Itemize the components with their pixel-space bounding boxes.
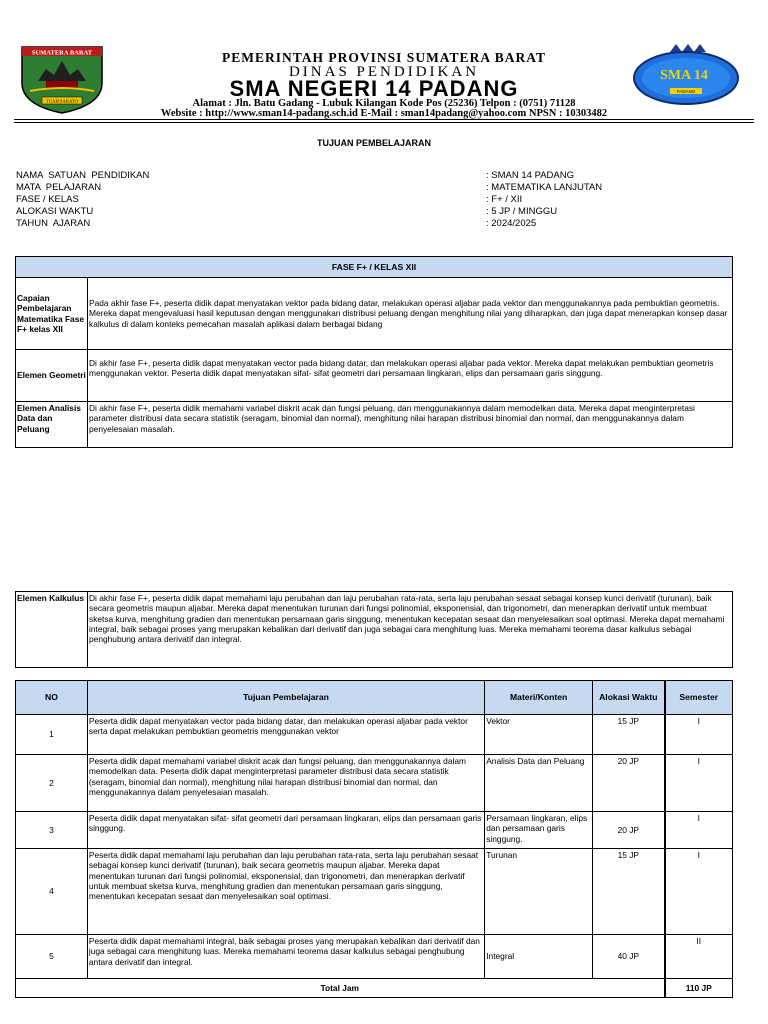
sma-14-logo-icon bbox=[630, 42, 742, 108]
row-material: Vektor bbox=[485, 715, 593, 755]
table-row bbox=[16, 849, 733, 935]
header-divider-thin bbox=[14, 122, 754, 123]
row-semester: I bbox=[665, 755, 733, 812]
column-header-semester: Semester bbox=[665, 681, 733, 715]
row-number: 2 bbox=[16, 755, 88, 812]
identity-value: : 5 JP / MINGGU bbox=[486, 206, 558, 217]
identity-label: NAMA SATUAN PENDIDIKAN bbox=[16, 170, 150, 181]
identity-label: TAHUN AJARAN bbox=[16, 218, 91, 229]
identity-label: MATA PELAJARAN bbox=[16, 182, 102, 193]
phase-header: FASE F+ / KELAS XII bbox=[16, 257, 733, 278]
row-objective: Peserta didik dapat menyatakan vector pada bidang datar, dan melakukan operasi aljabar pada vektor serta dapat melakukan pembuktian geometris menggunakan vektor bbox=[87, 715, 484, 755]
row-time-allocation: 15 JP bbox=[593, 715, 665, 755]
identity-value: : MATEMATIKA LANJUTAN bbox=[486, 182, 603, 193]
row-time-allocation: 20 JP bbox=[593, 812, 665, 849]
government-name: PEMERINTAH PROVINSI SUMATERA BARAT bbox=[222, 50, 546, 65]
table-row bbox=[16, 935, 733, 979]
row-semester: I bbox=[665, 849, 733, 935]
column-header-tujuan: Tujuan Pembelajaran bbox=[87, 681, 484, 715]
department-name: DINAS PENDIDIKAN bbox=[288, 64, 480, 80]
svg-text:SUMATERA BARAT: SUMATERA BARAT bbox=[31, 49, 93, 57]
element-description: Di akhir fase F+, peserta didik dapat memahami laju perubahan dan laju perubahan rata-rata, serta laju perubahan sesaat sebagai konsep kunci derivatif (turunan), baik secara geometris maupun aljabar. Mereka dapat menentukan turunan dari fungsi polinomial, eksponensial, dan trigonometri, dan menerapkan derivatif untuk membuat sketsa kurva, menghitung gradien dan menentukan persamaan garis singgung, menentukan kecepatan sesaat dan menyelesaikan soal optimasi. Mereka dapat memahami integral, baik sebagai proses yang merupakan kebalikan dari derivatif dan juga sebagai cara menghitung luas. Mereka memahami teorema dasar kalkulus sebagai penghubung antara derivatif dan integral. bbox=[88, 592, 733, 668]
cp-label: Capaian Pembelajaran Matematika Fase F+ kelas XII bbox=[16, 278, 88, 350]
column-header-no: NO bbox=[16, 681, 88, 715]
identity-value: : F+ / XII bbox=[486, 194, 523, 205]
svg-text:SMA 14: SMA 14 bbox=[660, 68, 708, 83]
row-number: 1 bbox=[16, 715, 88, 755]
kalkulus-table bbox=[15, 591, 733, 668]
total-value: 110 JP bbox=[665, 979, 733, 998]
identity-label: FASE / KELAS bbox=[16, 194, 79, 205]
row-number: 5 bbox=[16, 935, 88, 979]
element-label: Elemen Kalkulus bbox=[16, 592, 88, 668]
element-description: Di akhir fase F+, peserta didik memahami variabel diskrit acak dan fungsi peluang, dan menggunakannya dalam memodelkan data. Mereka dapat menginterpretasi parameter distribusi data secara statistik (seragam, binomial dan normal), menghitung nilai harapan distribusi binomial dan normal, dan menggunakannya dalam penyelesaian masalah. bbox=[88, 402, 733, 448]
document-title: TUJUAN PEMBELAJARAN bbox=[316, 138, 431, 148]
element-description: Di akhir fase F+, peserta didik dapat menyatakan vector pada bidang datar, dan melakukan operasi aljabar pada vektor. Mereka dapat melakukan pembuktian geometris menggunakan vektor. Peserta didik dapat menyatakan sifat- sifat geometri dari persamaan lingkaran, elips dan persamaan garis singgung. bbox=[88, 350, 733, 402]
column-header-alokasi: Alokasi Waktu bbox=[593, 681, 665, 715]
row-time-allocation: 20 JP bbox=[593, 755, 665, 812]
school-name: SMA NEGERI 14 PADANG bbox=[229, 76, 519, 101]
cp-description: Pada akhir fase F+, peserta didik dapat menyatakan vektor pada bidang datar, melakukan operasi aljabar pada vektor dan menggunakannya pada pembuktian geometris. Mereka dapat mengevaluasi hasil keputusan dengan menggunakan distribusi peluang dengan menghitung nilai yang diharapkan, dan juga dapat menerapkan konsep dasar kalkulus di dalam konteks pemecahan masalah aplikasi dalam berbagai bidang bbox=[88, 278, 733, 350]
svg-text:TUAH SAKATO: TUAH SAKATO bbox=[46, 98, 78, 104]
row-material: Persamaan lingkaran, elips dan persamaan garis singgung. bbox=[485, 812, 593, 849]
row-semester: I bbox=[665, 715, 733, 755]
row-material: Analisis Data dan Peluang bbox=[485, 755, 593, 812]
element-label: Elemen Geometri bbox=[16, 350, 88, 402]
row-objective: Peserta didik dapat memahami variabel diskrit acak dan fungsi peluang, dan menggunakannya dalam memodelkan data. Peserta didik dapat menginterpretasi parameter distribusi data secara statistik (seragam, binomial dan normal), menghitung nilai harapan distribusi binomial dan normal, dan menggunakannya dalam penyelesaian masalah. bbox=[87, 755, 484, 812]
row-number: 4 bbox=[16, 849, 88, 935]
capaian-pembelajaran-table bbox=[15, 256, 733, 448]
table-row bbox=[16, 755, 733, 812]
identity-label: ALOKASI WAKTU bbox=[16, 206, 94, 217]
row-objective: Peserta didik dapat menyatakan sifat- sifat geometri dari persamaan lingkaran, elips dan persamaan garis singgung. bbox=[87, 812, 484, 849]
row-material: Integral bbox=[485, 935, 593, 979]
header-divider-thick bbox=[14, 119, 754, 120]
row-time-allocation: 40 JP bbox=[593, 935, 665, 979]
row-semester: I bbox=[665, 812, 733, 849]
row-material: Turunan bbox=[485, 849, 593, 935]
row-objective: Peserta didik dapat memahami integral, baik sebagai proses yang merupakan kebalikan dari derivatif dan juga sebagai cara menghitung luas. Mereka memahami teorema dasar kalkulus sebagai penghubung antara derivatif dan integral. bbox=[87, 935, 484, 979]
element-label: Elemen Analisis Data dan Peluang bbox=[16, 402, 88, 448]
row-objective: Peserta didik dapat memahami laju perubahan dan laju perubahan rata-rata, serta laju perubahan sesaat sebagai konsep kunci derivatif (turunan), baik secara geometris maupun aljabar. Mereka dapat menentukan turunan dari fungsi polinomial, eksponensial, dan trigonometri, dan menerapkan derivatif untuk membuat sketsa kurva, menghitung gradien dan menentukan persamaan garis singgung, menentukan kecepatan sesaat dan menyelesaikan soal optimasi. bbox=[87, 849, 484, 935]
total-row bbox=[16, 979, 733, 998]
row-number: 3 bbox=[16, 812, 88, 849]
row-semester: II bbox=[665, 935, 733, 979]
school-address: Alamat : Jln. Batu Gadang - Lubuk Kilangan Kode Pos (25236) Telpon : (0751) 71128 bbox=[192, 98, 576, 109]
svg-text:PADANG: PADANG bbox=[676, 89, 696, 94]
table-row bbox=[16, 812, 733, 849]
row-time-allocation: 15 JP bbox=[593, 849, 665, 935]
identity-value: : 2024/2025 bbox=[486, 218, 537, 229]
school-contact: Website : http://www.sman14-padang.sch.id E-Mail : sman14padang@yahoo.com NPSN : 10303482 bbox=[160, 108, 608, 119]
identity-value: : SMAN 14 PADANG bbox=[486, 170, 574, 181]
letterhead bbox=[0, 40, 768, 120]
tujuan-pembelajaran-table bbox=[15, 680, 733, 998]
total-label: Total Jam bbox=[16, 979, 665, 998]
table-row bbox=[16, 715, 733, 755]
column-header-materi: Materi/Konten bbox=[485, 681, 593, 715]
